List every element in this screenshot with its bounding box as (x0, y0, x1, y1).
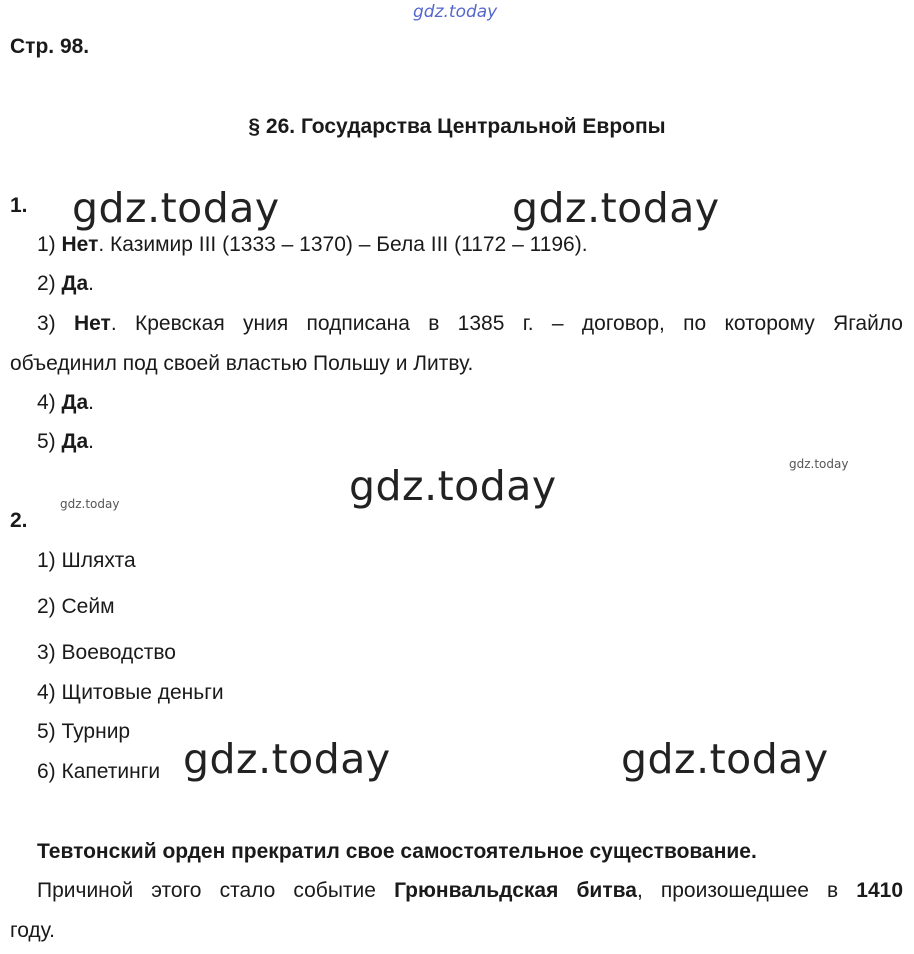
watermark-large: gdz.today (349, 462, 557, 510)
task-2-item: 2) Сейм (37, 595, 115, 618)
task-2-number: 2. (10, 509, 28, 532)
item-answer: Да (61, 391, 89, 414)
answer-event: Грюнвальдская битва (394, 879, 637, 902)
answer-year: 1410 (856, 879, 903, 902)
watermark-large: gdz.today (72, 184, 280, 232)
task-3-answer (37, 877, 903, 905)
task-1-item-3-continuation: объединил под своей властью Польшу и Литву. (10, 352, 474, 375)
item-text: . Казимир III (1333 – 1370) – Бела III (1172 – 1196). (98, 233, 588, 256)
item-text: . Кревская уния подписана в 1385 г. – договор, по которому Ягайло (110, 312, 903, 335)
item-text: . (88, 430, 94, 453)
watermark-top: gdz.today (413, 2, 498, 22)
item-text: . (88, 272, 94, 295)
task-2-item: 5) Турнир (37, 720, 131, 743)
item-answer: Да (61, 430, 89, 453)
answer-text: , произошедшее в (636, 879, 857, 902)
page-reference: Стр. 98. (10, 35, 90, 58)
item-answer: Нет (73, 312, 111, 335)
item-answer: Да (61, 272, 89, 295)
watermark-small: gdz.today (789, 457, 849, 471)
watermark-large: gdz.today (183, 735, 391, 783)
item-prefix: 5) (37, 430, 62, 453)
task-1-item-5 (37, 428, 94, 456)
item-prefix: 1) (37, 233, 62, 256)
item-text: . (88, 391, 94, 414)
task-2-item: 6) Капетинги (37, 760, 161, 783)
item-prefix: 3) (37, 312, 74, 335)
task-1-item-1 (37, 231, 588, 259)
task-2-item: 3) Воеводство (37, 641, 176, 664)
watermark-large: gdz.today (512, 184, 720, 232)
task-1-item-3 (37, 310, 903, 338)
item-prefix: 4) (37, 391, 62, 414)
section-title: § 26. Государства Центральной Европы (248, 115, 666, 138)
item-prefix: 2) (37, 272, 62, 295)
answer-text: Причиной этого стало событие (37, 879, 395, 902)
task-3-answer-continuation: году. (10, 919, 55, 942)
item-answer: Нет (61, 233, 99, 256)
task-1-item-4 (37, 389, 94, 417)
task-2-item: 4) Щитовые деньги (37, 681, 224, 704)
task-1-item-2 (37, 270, 94, 298)
watermark-small: gdz.today (60, 497, 120, 511)
task-1-number: 1. (10, 194, 28, 217)
watermark-large: gdz.today (621, 735, 829, 783)
task-2-item: 1) Шляхта (37, 549, 136, 572)
task-3-heading: Тевтонский орден прекратил свое самостоятельное существование. (37, 840, 757, 863)
